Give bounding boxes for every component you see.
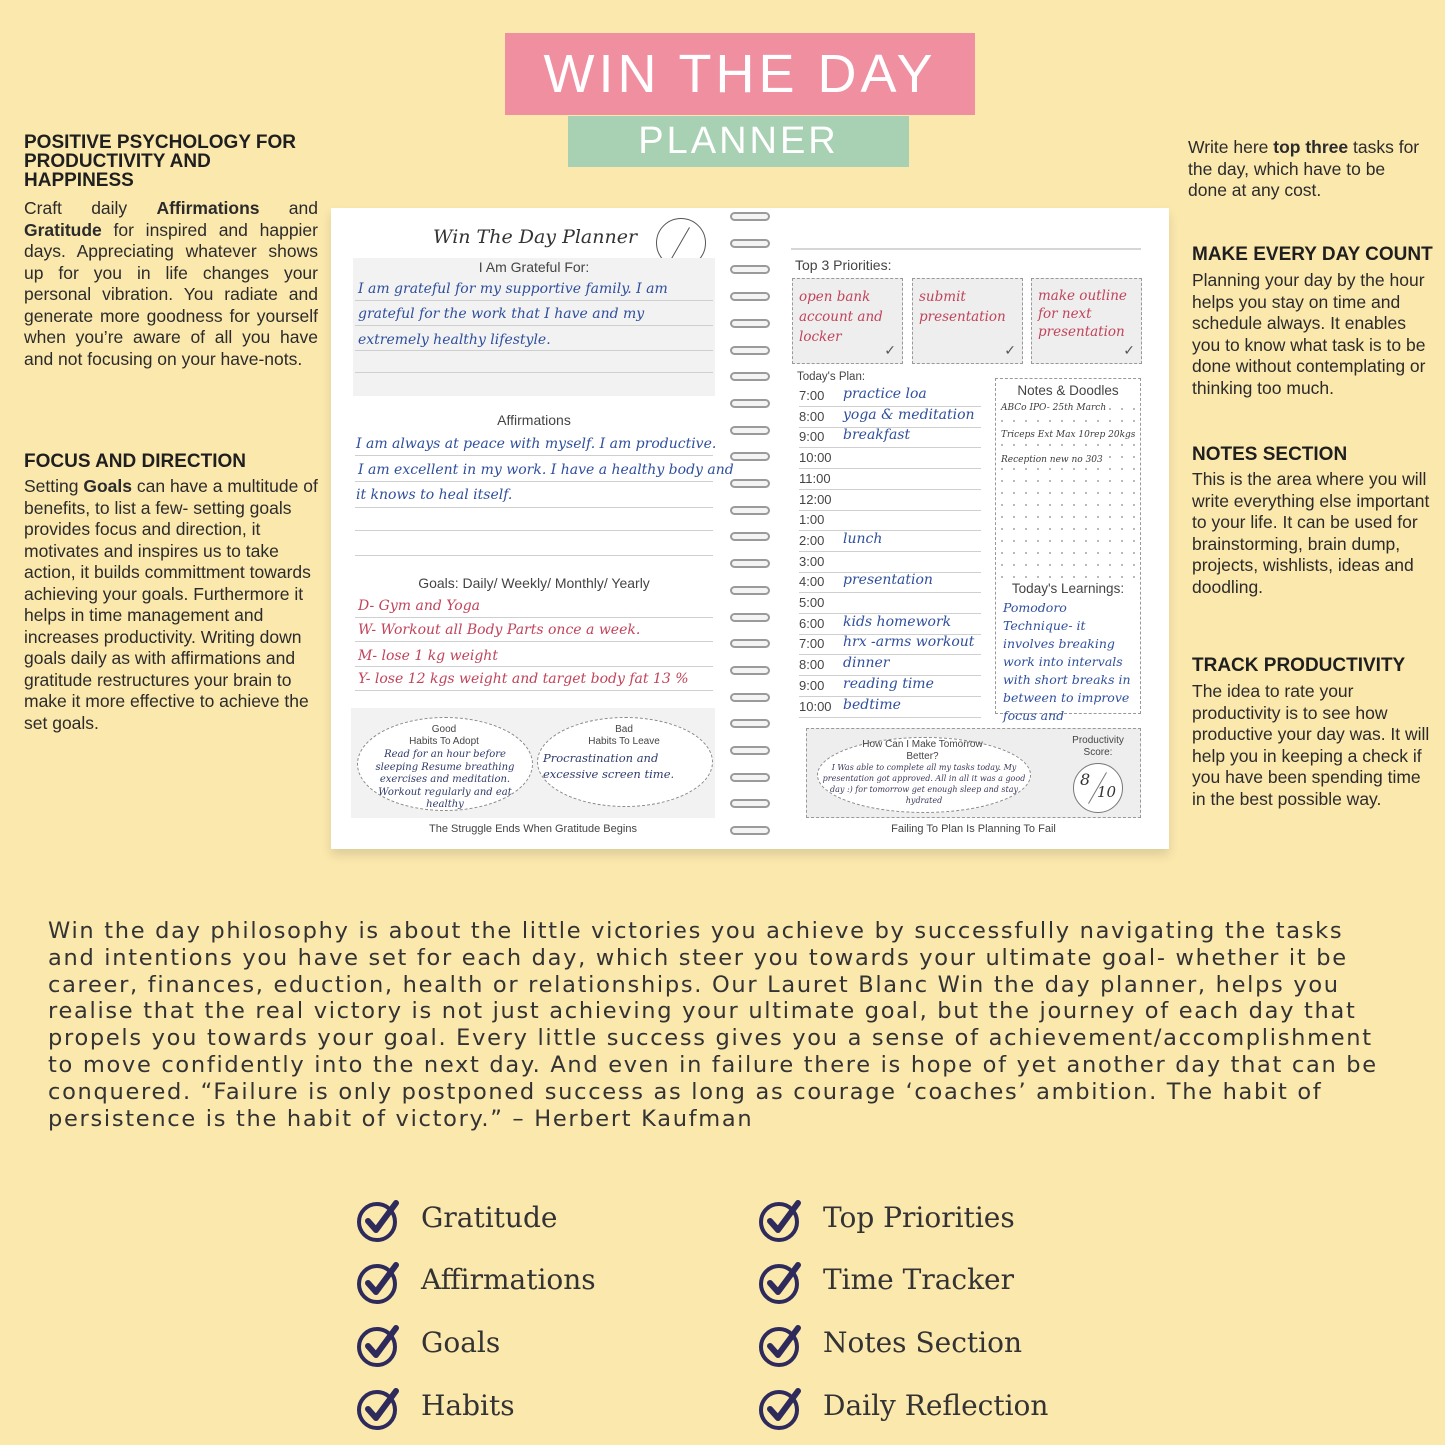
time-label: 10:00: [799, 450, 832, 466]
spiral-coil: [730, 693, 770, 702]
right-heading-productivity: TRACK PRODUCTIVITY: [1192, 655, 1406, 676]
right-body-notes: This is the area where you will write everything else important to your life. It can be used for brainstorming, brain dump, projects, wishlists, ideas and doodling.: [1192, 469, 1430, 597]
time-label: 7:00: [799, 388, 825, 403]
spiral-coil: [730, 826, 770, 835]
grateful-line-1: I am grateful for my supportive family. I am: [358, 281, 668, 297]
time-label: 10:00: [799, 698, 832, 714]
reflection-text: I Was able to complete all my tasks today. My presentation got approved. All in all it was a good day :) for tomorrow get enough sleep and stay hydrated: [822, 763, 1026, 805]
bad-habits-title: Bad: [615, 724, 633, 735]
note-1: ABCo IPO- 25th March: [1001, 403, 1107, 413]
time-label: 7:00: [799, 636, 825, 652]
score-max: 10: [1097, 783, 1117, 801]
right-body-top-three: [1188, 137, 1428, 202]
score-label: Productivity Score:: [1072, 735, 1124, 758]
feature-label: Gratitude: [421, 1201, 558, 1234]
affirmation-line-3: it knows to heal itself.: [356, 487, 513, 503]
time-row: [799, 386, 981, 407]
checkmark-icon: [757, 1259, 803, 1305]
subtitle-banner: PLANNER: [568, 116, 909, 167]
left-page-footer: The Struggle Ends When Gratitude Begins: [429, 823, 637, 835]
affirmations-label: Affirmations: [497, 412, 571, 428]
feature-label: Habits: [421, 1389, 515, 1422]
spiral-coil: [730, 532, 770, 541]
checkmark-icon: [355, 1385, 401, 1431]
time-task: practice loa: [843, 386, 927, 402]
text: can have a multitude of benefits, to list a few- setting goals provides focus and direction, it motivates and inspires us to take action, it builds committment towards achieving your goals. Furthermore it helps in time management and increases productivity. Writing down goals daily as with affirmations and gratitude restructures your brain to make it more effective to achieve the set goals.: [24, 476, 318, 733]
time-task: presentation: [843, 572, 933, 589]
time-label: 1:00: [799, 512, 825, 528]
time-label: 8:00: [799, 657, 825, 673]
spiral-coil: [730, 586, 770, 595]
bad-habits-text: Procrastination and excessive screen time.: [543, 751, 675, 781]
good-habits-title: Good: [431, 724, 457, 735]
spiral-coil: [730, 719, 770, 728]
grateful-line-3: extremely healthy lifestyle.: [358, 332, 551, 348]
affirmation-line-1: I am always at peace with myself. I am productive.: [356, 436, 717, 452]
time-label: 9:00: [799, 429, 825, 445]
spiral-coil: [730, 559, 770, 568]
checkmark-icon: [355, 1322, 401, 1368]
time-row: [799, 593, 981, 614]
bold-text: Goals: [83, 476, 132, 496]
time-row: [799, 676, 981, 697]
time-task: bedtime: [843, 696, 901, 713]
spiral-coil: [730, 212, 770, 221]
time-row: [799, 552, 981, 573]
time-label: 6:00: [799, 615, 825, 631]
time-row: [799, 427, 981, 448]
priorities-label: Top 3 Priorities:: [795, 257, 892, 273]
priority-2-text: submit presentation: [919, 289, 1006, 325]
text: for inspired and happier days. Appreciating whatever shows up for you in life changes your personal vibration. You radiate and generate more goodness for yourself when you’re aware of all you have and not focusing on your have-nots.: [24, 219, 318, 369]
time-row: [799, 655, 981, 676]
grateful-line-2: grateful for the work that I have and my: [358, 306, 645, 322]
time-label: 3:00: [799, 553, 825, 569]
note-3: Reception new no 303: [1001, 455, 1103, 465]
spiral-coil: [730, 773, 770, 782]
time-task: kids homework: [843, 613, 952, 630]
time-row: [799, 469, 981, 490]
time-label: 11:00: [799, 470, 831, 486]
spiral-coil: [730, 452, 770, 461]
spiral-coil: [730, 746, 770, 755]
time-row: [799, 572, 981, 593]
todays-plan-label: Today's Plan:: [797, 371, 866, 383]
priority-2: [912, 278, 1023, 364]
text: tasks for the day, which have to be done at any cost.: [1188, 137, 1420, 200]
time-task: reading time: [843, 675, 934, 692]
bold-text: Gratitude: [24, 219, 102, 240]
time-row: [799, 531, 981, 552]
grateful-box: [353, 258, 715, 396]
notes-label: Notes & Doodles: [996, 383, 1140, 398]
spiral-coil: [730, 479, 770, 488]
time-task: dinner: [843, 655, 890, 672]
time-row: [799, 407, 981, 428]
right-heading-notes: NOTES SECTION: [1192, 444, 1348, 465]
goal-monthly: M- lose 1 kg weight: [358, 648, 498, 664]
checkmark-icon: [757, 1197, 803, 1243]
time-task: hrx -arms workout: [843, 634, 975, 651]
time-task: breakfast: [843, 427, 911, 444]
text: and: [259, 198, 319, 218]
left-body-focus: [24, 476, 320, 734]
time-label: 8:00: [799, 408, 825, 424]
feature-label: Affirmations: [421, 1263, 596, 1296]
spiral-coil: [730, 426, 770, 435]
spiral-coil: [730, 346, 770, 355]
spiral-coil: [730, 799, 770, 808]
time-task: lunch: [843, 530, 883, 547]
learnings-text: Pomodoro Technique- it involves breaking work into intervals with short breaks in between to improve focus and: [1003, 600, 1131, 723]
spiral-coil: [730, 292, 770, 301]
spiral-coil: [730, 372, 770, 381]
affirmation-line-2: I am excellent in my work. I have a healthy body and: [358, 462, 734, 478]
text: Craft daily: [24, 198, 157, 218]
spiral-coil: [730, 613, 770, 622]
goal-yearly: Y- lose 12 kgs weight and target body fat 13 %: [358, 671, 689, 687]
note-2: Triceps Ext Max 10rep 20kgs: [1001, 430, 1136, 440]
good-habits-text: Read for an hour before sleeping Resume breathing exercises and meditation. Workout regularly and eat healthy: [375, 749, 515, 810]
time-row: [799, 510, 981, 531]
reflection-label: How Can I Make Tomorrow Better?: [862, 739, 983, 762]
spiral-coil: [730, 506, 770, 515]
right-body-productivity: The idea to rate your productivity is to see how productive your day was. It will help you in keeping a check if you have been spending time in the best possible way.: [1192, 681, 1430, 809]
checkmark-icon: ✓: [884, 343, 896, 359]
spiral-coil: [730, 399, 770, 408]
time-row: [799, 634, 981, 655]
grateful-label: I Am Grateful For:: [478, 259, 590, 275]
time-label: 4:00: [799, 574, 825, 590]
checkmark-icon: [355, 1259, 401, 1305]
time-row: [799, 697, 981, 718]
checkmark-icon: ✓: [1123, 343, 1135, 359]
time-task: yoga & meditation: [843, 406, 975, 423]
time-label: 2:00: [799, 532, 825, 548]
time-row: [799, 448, 981, 469]
left-body-positive-psychology: [24, 198, 318, 370]
text: Setting: [24, 476, 84, 496]
bold-text: top three: [1273, 137, 1349, 157]
time-row: [799, 614, 981, 635]
planner-title: Win The Day Planner: [433, 226, 638, 248]
bad-habits-subtitle: Habits To Leave: [588, 736, 660, 747]
text: Write here: [1188, 137, 1274, 157]
feature-label: Daily Reflection: [823, 1389, 1049, 1422]
right-heading-every-day: MAKE EVERY DAY COUNT: [1192, 244, 1433, 265]
time-label: 9:00: [799, 677, 825, 693]
checkmark-icon: ✓: [1004, 343, 1016, 359]
right-page-footer: Failing To Plan Is Planning To Fail: [891, 823, 1056, 835]
spiral-coil: [730, 239, 770, 248]
left-heading-focus: FOCUS AND DIRECTION: [24, 451, 247, 472]
spiral-coil: [730, 265, 770, 274]
spiral-coil: [730, 666, 770, 675]
checkmark-icon: [757, 1322, 803, 1368]
checkmark-icon: [355, 1197, 401, 1243]
left-heading-positive-psychology: POSITIVE PSYCHOLOGY FOR PRODUCTIVITY AND HAPPINESS: [24, 132, 297, 191]
priority-3-text: make outline for next presentation: [1038, 288, 1127, 340]
score-value: 8: [1080, 770, 1091, 789]
feature-label: Notes Section: [823, 1326, 1022, 1359]
checkmark-icon: [757, 1385, 803, 1431]
philosophy-paragraph: Win the day philosophy is about the little victories you achieve by successfully navigating the tasks and intentions you have set for each day, which steer you towards your ultimate goal- whether it be career, finances, eduction, health or relationships. Our Lauret Blanc Win the day planner, helps you realise that the real victory is not just achieving your ultimate goal, but the journey of each day that propels you towards your goal. Every little success gives you a sense of achievement/accomplishment to move confidently into the next day. And even in failure there is hope of yet another day that can be conquered. “Failure is only postponed success as long as courage ‘coaches’ ambition. The habit of persistence is the habit of victory.” – Herbert Kaufman: [48, 918, 1378, 1132]
time-label: 12:00: [799, 491, 832, 507]
feature-label: Time Tracker: [823, 1263, 1015, 1296]
feature-label: Goals: [421, 1326, 501, 1359]
good-habits-subtitle: Habits To Adopt: [409, 736, 479, 747]
time-label: 5:00: [799, 595, 825, 610]
spiral-coil: [730, 319, 770, 328]
goals-label: Goals: Daily/ Weekly/ Monthly/ Yearly: [418, 575, 650, 591]
title-banner: WIN THE DAY: [505, 33, 975, 115]
right-body-every-day: Planning your day by the hour helps you stay on time and schedule always. It enables you to know what task is to be done without contemplating or thinking too much.: [1192, 270, 1426, 398]
goal-daily: D- Gym and Yoga: [358, 598, 481, 614]
priority-1: [792, 278, 903, 364]
spiral-coil: [730, 639, 770, 648]
priority-1-text: open bank account and locker: [799, 289, 883, 345]
bold-text: Affirmations: [156, 198, 260, 218]
learnings-label: Today's Learnings:: [1011, 581, 1125, 596]
feature-label: Top Priorities: [823, 1201, 1015, 1234]
time-row: [799, 490, 981, 511]
goal-weekly: W- Workout all Body Parts once a week.: [358, 622, 641, 638]
priority-3: [1031, 278, 1142, 364]
